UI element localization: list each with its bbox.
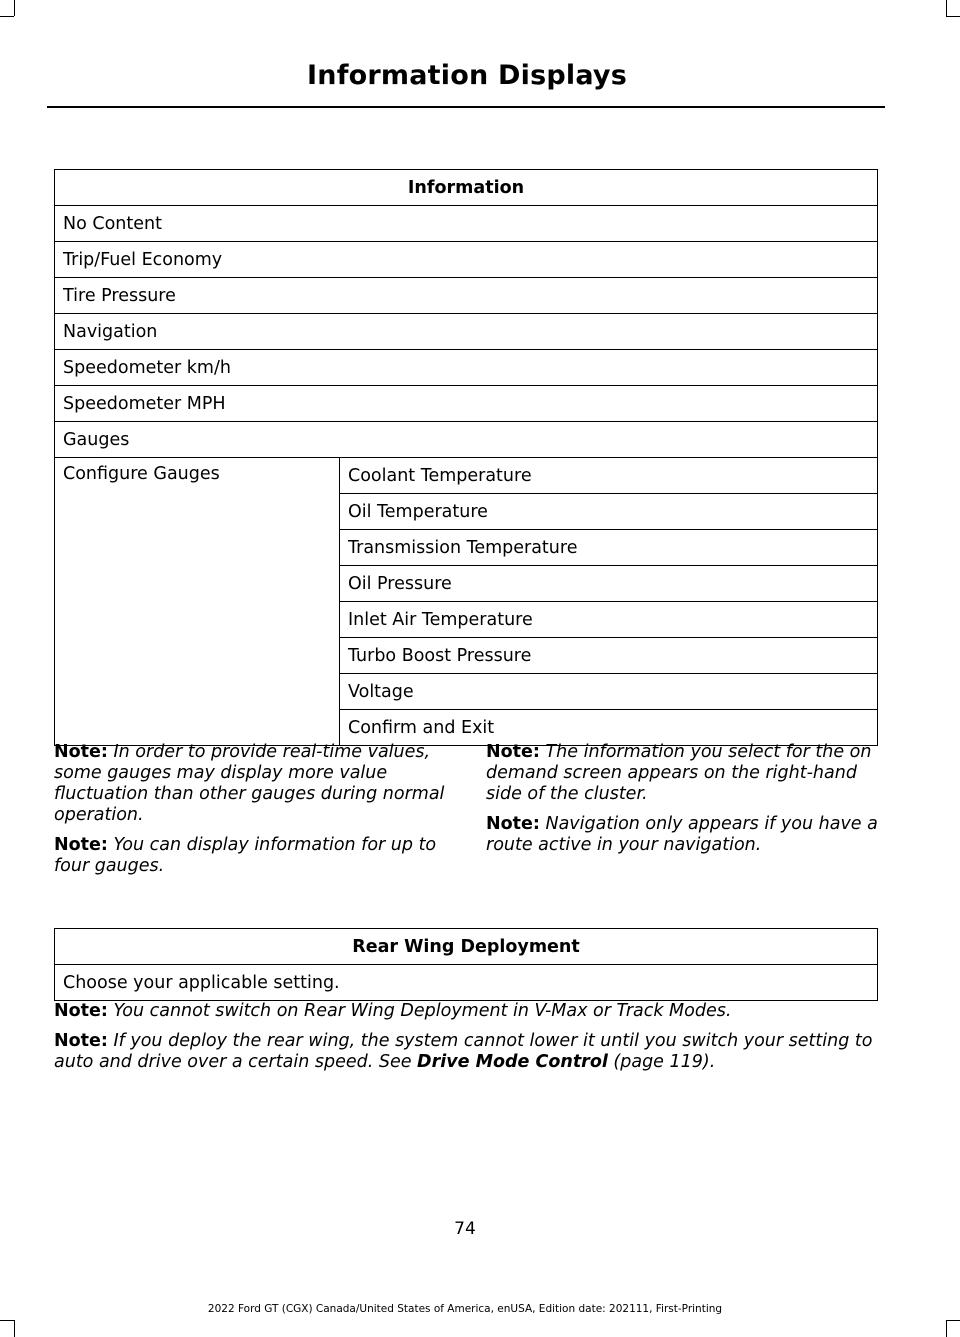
gauge-option: Confirm and Exit <box>340 710 878 746</box>
gauge-option: Inlet Air Temperature <box>340 602 878 638</box>
note-paragraph <box>54 835 449 877</box>
crop-mark <box>946 16 960 17</box>
note-text: Navigation only appears if you have a route active in your navigation. <box>486 814 878 855</box>
notes-right-column <box>486 742 881 865</box>
table-row: Speedometer MPH <box>55 386 878 422</box>
crop-mark <box>14 0 15 16</box>
note-label: Note: <box>486 814 540 834</box>
note-paragraph <box>54 742 449 826</box>
note-text: The information you select for the on demand screen appears on the right-hand side of the cluster. <box>486 742 872 804</box>
page-title: Information Displays <box>307 60 627 91</box>
drive-mode-control-link[interactable]: Drive Mode Control <box>417 1052 608 1072</box>
rear-wing-table <box>54 928 878 1001</box>
information-table <box>54 169 878 746</box>
note-label: Note: <box>54 742 108 762</box>
crop-mark <box>946 1320 947 1337</box>
table-row: Gauges <box>55 422 878 458</box>
gauge-option: Voltage <box>340 674 878 710</box>
table-row: Speedometer km/h <box>55 350 878 386</box>
crop-mark <box>946 1320 960 1321</box>
note-text: You can display information for up to four gauges. <box>54 835 437 876</box>
crop-mark <box>946 0 947 16</box>
note-label: Note: <box>486 742 540 762</box>
page-number: 74 <box>454 1219 476 1239</box>
note-text: You cannot switch on Rear Wing Deployment in V-Max or Track Modes. <box>113 1001 732 1021</box>
footer-edition: 2022 Ford GT (CGX) Canada/United States of America, enUSA, Edition date: 202111, First-Printing <box>207 1303 723 1315</box>
gauge-option: Transmission Temperature <box>340 530 878 566</box>
note-text: (page 119). <box>607 1052 716 1072</box>
crop-mark <box>0 1320 14 1321</box>
gauge-option: Coolant Temperature <box>340 458 878 494</box>
note-label: Note: <box>54 1001 108 1021</box>
gauge-option: Oil Pressure <box>340 566 878 602</box>
table-heading: Rear Wing Deployment <box>55 929 878 965</box>
note-paragraph <box>54 1031 880 1073</box>
table-row: Trip/Fuel Economy <box>55 242 878 278</box>
notes-left-column <box>54 742 449 886</box>
note-paragraph <box>54 1001 880 1022</box>
note-label: Note: <box>54 1031 108 1051</box>
gauge-option: Turbo Boost Pressure <box>340 638 878 674</box>
crop-mark <box>0 16 14 17</box>
note-label: Note: <box>54 835 108 855</box>
title-divider <box>47 106 885 108</box>
table-heading: Information <box>55 170 878 206</box>
rear-wing-notes <box>54 1001 880 1082</box>
table-row: Navigation <box>55 314 878 350</box>
crop-mark <box>14 1320 15 1337</box>
configure-gauges-cell: Configure Gauges <box>55 458 340 746</box>
table-row: No Content <box>55 206 878 242</box>
note-text: In order to provide real-time values, some gauges may display more value fluctuation than other gauges during normal operation. <box>54 742 445 825</box>
table-row: Choose your applicable setting. <box>55 965 878 1001</box>
table-row: Tire Pressure <box>55 278 878 314</box>
note-paragraph <box>486 814 881 856</box>
gauge-option: Oil Temperature <box>340 494 878 530</box>
note-paragraph <box>486 742 881 805</box>
note-text: If you deploy the rear wing, the system cannot lower it until you switch your setting to auto and drive over a certain speed. See <box>54 1031 873 1072</box>
